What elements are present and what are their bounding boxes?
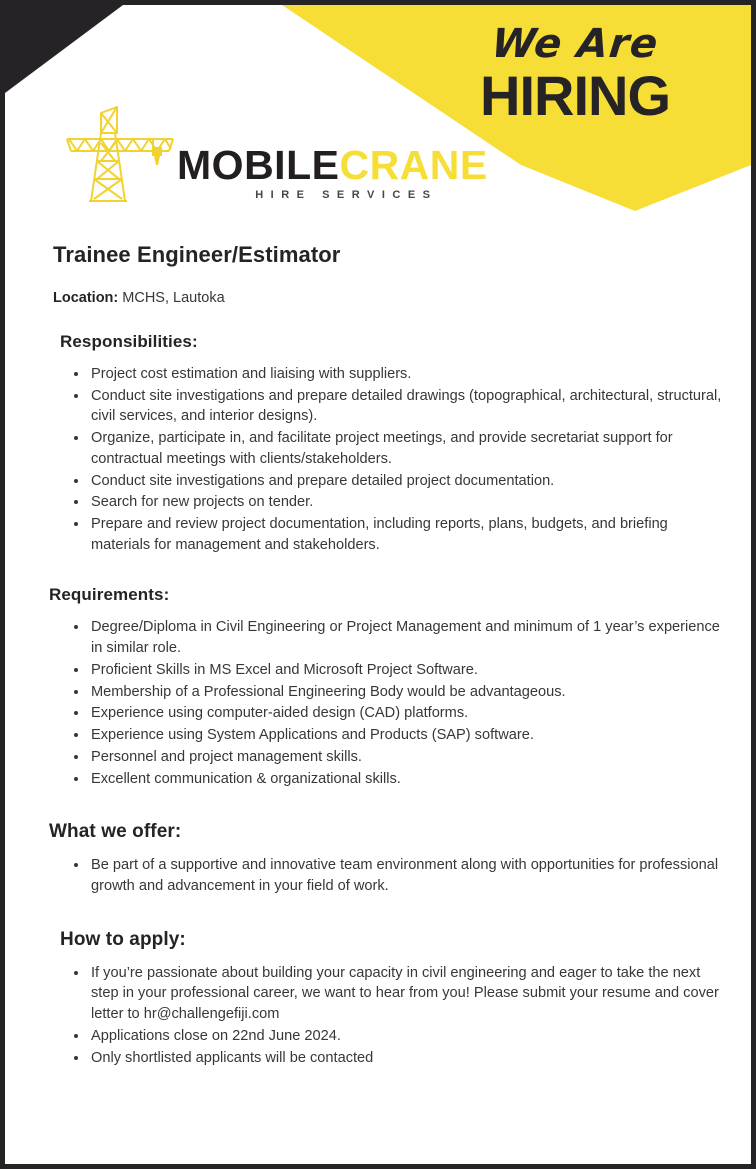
list-item: Proficient Skills in MS Excel and Microsoft Project Software. [89,660,729,681]
we-are-label: We Are [489,21,661,67]
location-label: Location: [53,290,119,306]
hiring-label: HIRING [480,64,670,127]
section-heading-responsibilities: Responsibilities: [60,332,198,351]
logo-tagline: HIRE SERVICES [255,189,438,201]
list-item: Excellent communication & organizational skills. [89,769,729,790]
responsibilities-list [49,364,729,555]
list-item: Experience using computer-aided design (CAD) platforms. [89,703,729,724]
list-item: Experience using System Applications and Products (SAP) software. [89,725,729,746]
list-item: Organize, participate in, and facilitate project meetings, and provide secretariat support for contractual meetings with clients/stakeholders. [89,428,729,469]
list-item: Only shortlisted applicants will be contacted [89,1048,729,1069]
company-logo [61,103,488,203]
black-corner-accent [5,5,123,93]
tower-crane-icon [61,103,183,203]
list-item: Be part of a supportive and innovative team environment along with opportunities for professional growth and advancement in your field of work. [89,855,729,896]
logo-word-crane: CRANE [339,142,488,188]
requirements-list [49,617,729,789]
list-item: Project cost estimation and liaising with suppliers. [89,364,729,385]
list-item: Degree/Diploma in Civil Engineering or Project Management and minimum of 1 year’s experience in similar role. [89,617,729,658]
apply-list [49,963,729,1069]
logo-word-mobile-rest: BILE [244,142,340,188]
list-item: Search for new projects on tender. [89,492,729,513]
job-title: Trainee Engineer/Estimator [53,242,341,267]
list-item: Prepare and review project documentation, including reports, plans, budgets, and briefing materials for management and stakeholders. [89,514,729,555]
list-item: Applications close on 22nd June 2024. [89,1026,729,1047]
list-item: Personnel and project management skills. [89,747,729,768]
logo-word-mobile-m: M [177,142,212,188]
logo-wordmark [177,142,488,188]
list-item: If you’re passionate about building your capacity in civil engineering and eager to take the next step in your professional career, we want to hear from you! Please submit your resume and cover letter to hr@challengefiji.com [89,963,729,1025]
logo-word-mobile-o: O [211,142,245,188]
list-item: Conduct site investigations and prepare detailed drawings (topographical, architectural, structural, civil services, and interior designs). [89,386,729,427]
logo-wordmark-group [177,142,488,201]
section-heading-requirements: Requirements: [49,585,170,605]
list-item: Membership of a Professional Engineering Body would be advantageous. [89,682,729,703]
flyer-header [5,5,751,217]
offer-list [49,855,729,896]
job-location [53,290,729,306]
section-heading-offer: What we offer: [49,821,182,843]
section-heading-apply: How to apply: [60,928,186,950]
flyer-body [5,242,751,1068]
location-value: MCHS, Lautoka [122,290,225,306]
list-item: Conduct site investigations and prepare detailed project documentation. [89,471,729,492]
